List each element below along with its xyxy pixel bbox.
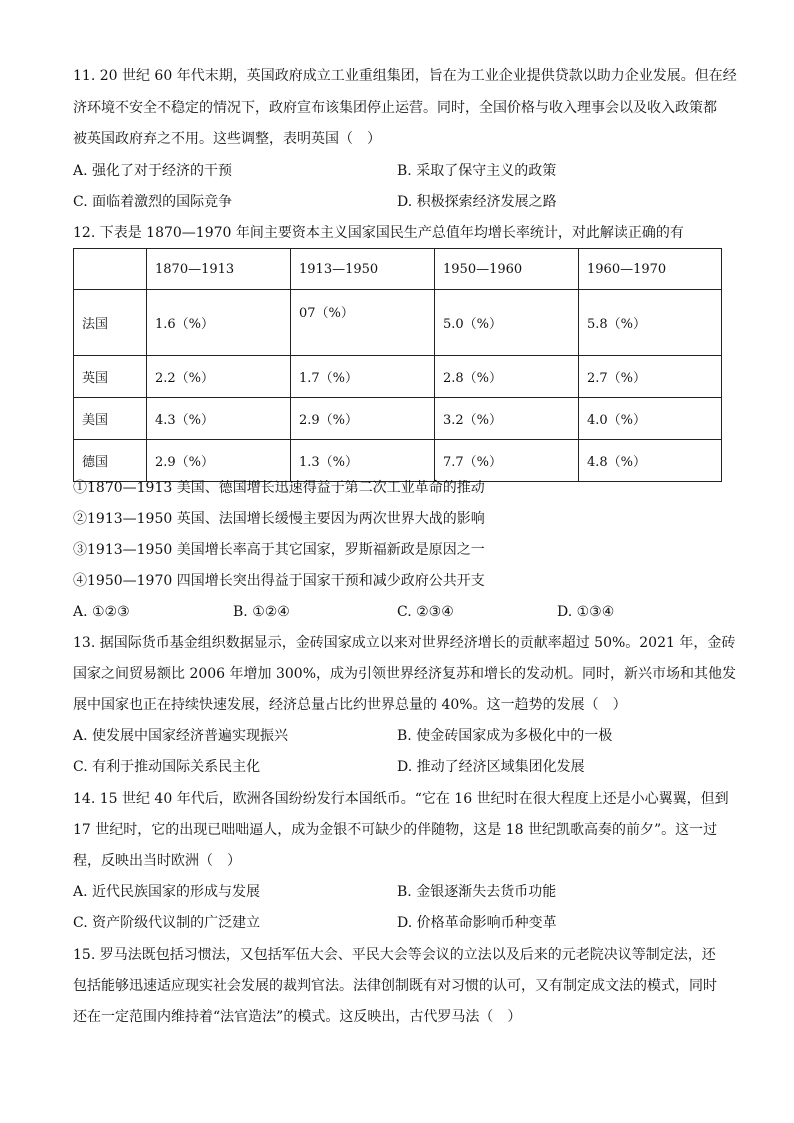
question-13-line-2: 国家之间贸易额比 2006 年增加 300%，成为引领世界经济复苏和增长的发动机。同时，新兴市场和其他发 xyxy=(73,666,737,682)
table-cell: 3.2（%） xyxy=(435,398,579,440)
option-14-a[interactable]: A. 近代民族国家的形成与发展 xyxy=(73,884,261,900)
question-14-line-2: 17 世纪时，它的出现已咄咄逼人，成为金银不可缺少的伴随物，这是 18 世纪凯歌高奏的前夕”。这一过 xyxy=(73,822,718,838)
question-15-line-1: 15. 罗马法既包括习惯法，又包括军伍大会、平民大会等会议的立法以及后来的元老院决议等制定法，还 xyxy=(73,947,716,963)
table-cell: 2.2（%） xyxy=(147,356,291,398)
table-cell: 1.6（%） xyxy=(147,290,291,356)
table-row-label: 法国 xyxy=(74,290,147,356)
table-row xyxy=(74,440,722,482)
option-11-b[interactable]: B. 采取了保守主义的政策 xyxy=(397,163,557,179)
table-cell: 5.0（%） xyxy=(435,290,579,356)
table-cell: 7.7（%） xyxy=(435,440,579,482)
option-11-d[interactable]: D. 积极探索经济发展之路 xyxy=(397,194,557,210)
option-12-d[interactable]: D. ①③④ xyxy=(557,604,615,620)
question-13-line-3: 展中国家也正在持续快速发展，经济总量占比约世界总量的 40%。这一趋势的发展（ ） xyxy=(73,697,627,713)
option-12-a[interactable]: A. ①②③ xyxy=(73,604,130,620)
option-13-c[interactable]: C. 有利于推动国际关系民主化 xyxy=(73,759,261,775)
option-13-a[interactable]: A. 使发展中国家经济普遍实现振兴 xyxy=(73,728,289,744)
statement-2: ②1913—1950 英国、法国增长缓慢主要因为两次世界大战的影响 xyxy=(73,511,485,527)
table-header-cell: 1870—1913 xyxy=(147,249,291,290)
option-14-d[interactable]: D. 价格革命影响币种变革 xyxy=(397,915,557,931)
table-cell: 2.9（%） xyxy=(291,398,435,440)
table-row xyxy=(74,398,722,440)
statement-1: ①1870—1913 美国、德国增长迅速得益于第二次工业革命的推动 xyxy=(73,480,485,496)
table-row xyxy=(74,356,722,398)
option-11-a[interactable]: A. 强化了对于经济的干预 xyxy=(73,163,233,179)
table-cell: 2.7（%） xyxy=(579,356,722,398)
table-cell: 2.8（%） xyxy=(435,356,579,398)
table-row xyxy=(74,290,722,356)
table-row-label: 英国 xyxy=(74,356,147,398)
question-11-line-1: 11. 20 世纪 60 年代末期，英国政府成立工业重组集团，旨在为工业企业提供贷款以助力企业发展。但在经 xyxy=(73,68,737,84)
table-cell: 4.0（%） xyxy=(579,398,722,440)
question-14-line-1: 14. 15 世纪 40 年代后，欧洲各国纷纷发行本国纸币。“它在 16 世纪时在很大程度上还是小心翼翼，但到 xyxy=(73,791,729,807)
table-row-label: 美国 xyxy=(74,398,147,440)
table-cell: 2.9（%） xyxy=(147,440,291,482)
table-cell: 1.7（%） xyxy=(291,356,435,398)
statement-4: ④1950—1970 四国增长突出得益于国家干预和减少政府公共开支 xyxy=(73,573,485,589)
question-14-line-3: 程，反映出当时欧洲（ ） xyxy=(73,853,241,869)
table-cell: 5.8（%） xyxy=(579,290,722,356)
table-row-label: 德国 xyxy=(74,440,147,482)
table-header-cell: 1913—1950 xyxy=(291,249,435,290)
table-cell: 4.8（%） xyxy=(579,440,722,482)
option-14-c[interactable]: C. 资产阶级代议制的广泛建立 xyxy=(73,915,261,931)
statement-3: ③1913—1950 美国增长率高于其它国家，罗斯福新政是原因之一 xyxy=(73,542,485,558)
question-13-line-1: 13. 据国际货币基金组织数据显示，金砖国家成立以来对世界经济增长的贡献率超过 50%。2021 年，金砖 xyxy=(73,635,736,651)
table-cell: 1.3（%） xyxy=(291,440,435,482)
table-header-cell: 1950—1960 xyxy=(435,249,579,290)
question-15-line-2: 包括能够迅速适应现实社会发展的裁判官法。法律创制既有对习惯的认可，又有制定成文法的模式，同时 xyxy=(73,978,717,994)
table-header-row xyxy=(74,249,722,290)
table-cell: 07（%） xyxy=(291,290,435,356)
table-header-cell xyxy=(74,249,147,290)
question-11-line-2: 济环境不安全不稳定的情况下，政府宣布该集团停止运营。同时，全国价格与收入理事会以及收入政策都 xyxy=(73,100,717,116)
question-12-stem: 12. 下表是 1870—1970 年间主要资本主义国家国民生产总值年均增长率统计，对此解读正确的有 xyxy=(73,225,684,241)
table-cell: 4.3（%） xyxy=(147,398,291,440)
option-11-c[interactable]: C. 面临着激烈的国际竞争 xyxy=(73,194,233,210)
option-14-b[interactable]: B. 金银逐渐失去货币功能 xyxy=(397,884,557,900)
option-13-b[interactable]: B. 使金砖国家成为多极化中的一极 xyxy=(397,728,613,744)
question-15-line-3: 还在一定范围内维持着“法官造法”的模式。这反映出，古代罗马法（ ） xyxy=(73,1009,522,1025)
question-11-line-3: 被英国政府弃之不用。这些调整，表明英国（ ） xyxy=(73,131,381,147)
option-13-d[interactable]: D. 推动了经济区域集团化发展 xyxy=(397,759,585,775)
table-header-cell: 1960—1970 xyxy=(579,249,722,290)
option-12-b[interactable]: B. ①②④ xyxy=(233,604,290,620)
growth-rate-table xyxy=(73,248,722,482)
option-12-c[interactable]: C. ②③④ xyxy=(397,604,454,620)
